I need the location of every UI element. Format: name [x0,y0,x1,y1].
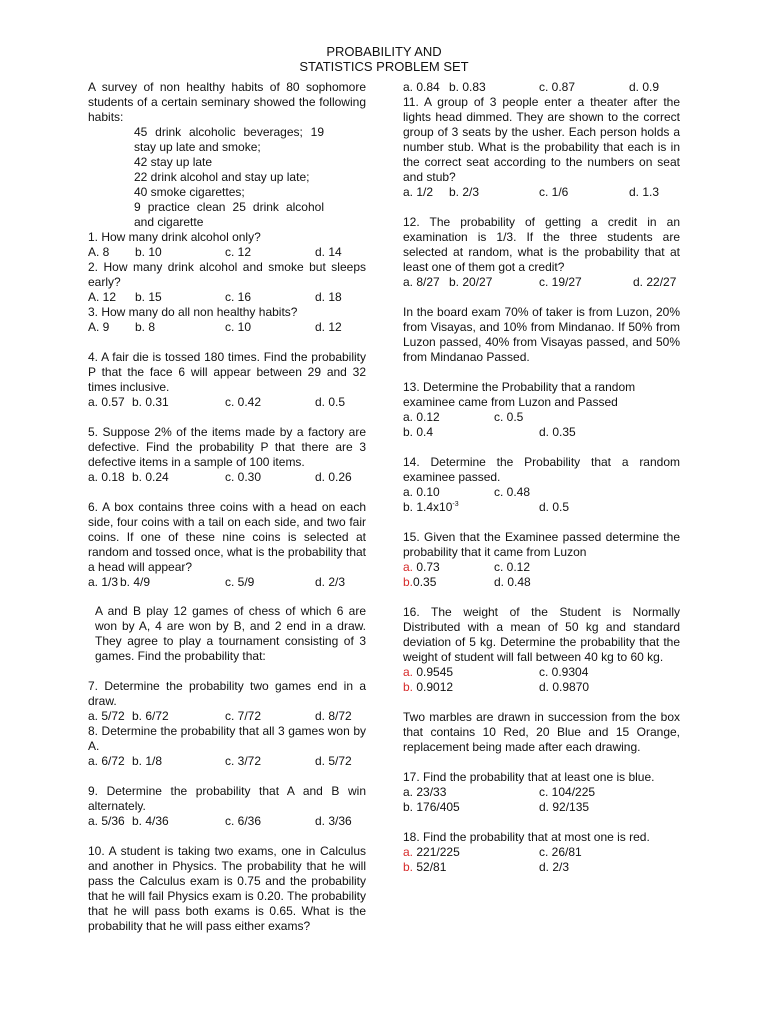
question-17-options-row-1 [403,785,680,800]
option: a. 0.10 [403,485,440,499]
question-11: 11. A group of 3 people enter a theater after the lights head dimmed. They are shown to the correct group of 3 seats by the usher. Each person holds a number stub. What is the probability that each is in the correct seat according to the numbers on seat and stub? [403,95,680,184]
option: b. $1.4x10^{-3}$ [403,500,459,514]
option: b. 1/8 [132,754,163,768]
option: b. 6/72 [132,709,169,723]
question-3: 3. How many do all non healthy habits? [88,305,298,319]
option: c. 16 [225,290,252,304]
option: c. 0.42 [225,395,262,409]
question-16-options-row-2 [403,680,680,695]
question-11-options [403,185,680,200]
question-3-options [88,320,366,335]
question-13-options-row-2 [403,425,680,440]
option: c. 0.5 [494,410,524,424]
option: c. 0.30 [225,470,262,484]
option: a. 221/225 [403,845,460,859]
option: b. 0.31 [132,395,169,409]
option: d. 8/72 [315,709,352,723]
option: b.0.35 [403,575,437,589]
option: d. 0.5 [315,395,346,409]
title-line-1: PROBABILITY AND [326,44,442,59]
question-15: 15. Given that the Examinee passed determine the probability that it came from Luzon [403,530,680,559]
option: c. 1/6 [539,185,569,199]
option: c. 7/72 [225,709,262,723]
question-17: 17. Find the probability that at least one is blue. [403,770,655,784]
habit-item: 9 practice clean 25 drink alcohol and cigarette [134,200,324,229]
option: a. 0.18 [88,470,125,484]
question-5: 5. Suppose 2% of the items made by a factory are defective. Find the probability P that there are 3 defective items in a sample of 100 items. [88,425,366,469]
option: d. 5/72 [315,754,352,768]
option: c. 6/36 [225,814,262,828]
question-4: 4. A fair die is tossed 180 times. Find the probability P that the face 6 will appear between 29 and 32 times inclusive. [88,350,366,394]
right-column [403,80,680,875]
option: d. 0.35 [539,425,576,439]
option: d. 0.9870 [539,680,590,694]
option: d. 0.9 [629,80,660,94]
option: d. 1.3 [629,185,660,199]
option: d. 18 [315,290,342,304]
habits-list [88,125,324,230]
option: b. 4/9 [120,575,151,589]
option: c. 0.12 [494,560,531,574]
option: d. 12 [315,320,342,334]
option: a. 5/72 [88,709,125,723]
option: d. 2/3 [315,575,346,589]
chess-scenario: A and B play 12 games of chess of which 6 are won by A, 4 are won by B, and 2 end in a draw. They agree to play a tournament consisting of 3 games. Find the probability that: [95,604,366,663]
question-14-options-row-2 [403,500,680,515]
option: c. 0.48 [494,485,531,499]
habit-item: 42 stay up late [134,155,213,169]
survey-intro: A survey of non healthy habits of 80 sophomore students of a certain seminary showed the following habits: [88,80,366,124]
option: b. 0.4 [403,425,434,439]
option: d. 0.48 [494,575,531,589]
question-18-options-row-1 [403,845,680,860]
option: b. 8 [135,320,156,334]
question-10-options [403,80,680,95]
question-10: 10. A student is taking two exams, one in Calculus and another in Physics. The probability that he will pass the Calculus exam is 0.75 and the probability that he will fail Physics exam is 0.20. The probability that he will pass both exams is 0.65. What is the probability that he will pass either exams? [88,844,366,933]
question-6: 6. A box contains three coins with a head on each side, four coins with a tail on each side, and two fair coins. If one of these nine coins is selected at random and tossed once, what is the probability that a head will appear? [88,500,366,574]
question-1-options [88,245,366,260]
option: a. 23/33 [403,785,447,799]
left-column [88,80,366,934]
question-15-options-row-2 [403,575,680,590]
option: b. 52/81 [403,860,447,874]
question-12: 12. The probability of getting a credit in an examination is 1/3. If the three students are selected at random, what is the probability that at least one of them got a credit? [403,215,680,274]
option: b. 20/27 [449,275,493,289]
option: c. 19/27 [539,275,582,289]
option: d. 2/3 [539,860,570,874]
option: c. 0.87 [539,80,576,94]
option: c. 3/72 [225,754,262,768]
option: a. 1/2 [403,185,434,199]
question-15-options-row-1 [403,560,680,575]
question-7-options [88,709,366,724]
question-6-options [88,575,366,590]
question-16-options-row-1 [403,665,680,680]
question-16: 16. The weight of the Student is Normally Distributed with a mean of 50 kg and standard deviation of 5 kg. Determine the probability that the weight of student will fall between 40 kg to 60 kg. [403,605,680,664]
option: a. 0.84 [403,80,440,94]
question-14: 14. Determine the Probability that a random examinee passed. [403,455,680,484]
question-18-options-row-2 [403,860,680,875]
option: b. 0.24 [132,470,169,484]
question-14-options-row-1 [403,485,680,500]
option: c. 104/225 [539,785,596,799]
question-18: 18. Find the probability that at most one is red. [403,830,650,844]
option: a. 6/72 [88,754,125,768]
question-12-options [403,275,680,290]
question-8-options [88,754,366,769]
option: A. 9 [88,320,110,334]
option: c. 12 [225,245,252,259]
option: d. 0.5 [539,500,570,514]
title-line-2: STATISTICS PROBLEM SET [299,59,469,74]
option: c. 5/9 [225,575,255,589]
question-9: 9. Determine the probability that A and B win alternately. [88,784,366,813]
option: a. 5/36 [88,814,125,828]
option: c. 0.9304 [539,665,589,679]
option: b. 176/405 [403,800,460,814]
option: d. 22/27 [633,275,677,289]
option: a. 1/3 [88,575,119,589]
option: b. 0.9012 [403,680,454,694]
marbles-scenario: Two marbles are drawn in succession from the box that contains 10 Red, 20 Blue and 15 Orange, replacement being made after each drawing. [403,710,680,754]
document-title [0,44,768,74]
question-2-options [88,290,366,305]
question-1: 1. How many drink alcohol only? [88,230,261,244]
option: c. 10 [225,320,252,334]
option: A. 12 [88,290,117,304]
habit-item: 45 drink alcoholic beverages; 19 stay up late and smoke; [134,125,324,154]
question-13: 13. Determine the Probability that a random examinee came from Luzon and Passed [403,380,636,409]
question-4-options [88,395,366,410]
option: b. 2/3 [449,185,480,199]
question-8: 8. Determine the probability that all 3 games won by A. [88,724,366,753]
option: d. 0.26 [315,470,352,484]
question-2: 2. How many drink alcohol and smoke but sleeps early? [88,260,366,289]
question-5-options [88,470,366,485]
question-9-options [88,814,366,829]
question-7: 7. Determine the probability two games end in a draw. [88,679,366,708]
option: a. 8/27 [403,275,440,289]
option: d. 92/135 [539,800,590,814]
option: d. 3/36 [315,814,352,828]
habit-item: 40 smoke cigarettes; [134,185,245,199]
board-exam-scenario: In the board exam 70% of taker is from Luzon, 20% from Visayas, and 10% from Mindanao. If 50% from Luzon passed, 40% from Visayas passed, and 50% from Mindanao Passed. [403,305,680,364]
question-17-options-row-2 [403,800,680,815]
option: c. 26/81 [539,845,582,859]
option: b. 4/36 [132,814,169,828]
option: a. 0.57 [88,395,125,409]
question-13-options-row-1 [403,410,680,425]
option: d. 14 [315,245,342,259]
option: a. 0.12 [403,410,440,424]
option: b. 10 [135,245,162,259]
option: a. 0.9545 [403,665,454,679]
option: b. 0.83 [449,80,486,94]
option: A. 8 [88,245,110,259]
option: b. 15 [135,290,162,304]
habit-item: 22 drink alcohol and stay up late; [134,170,310,184]
option: a. 0.73 [403,560,440,574]
